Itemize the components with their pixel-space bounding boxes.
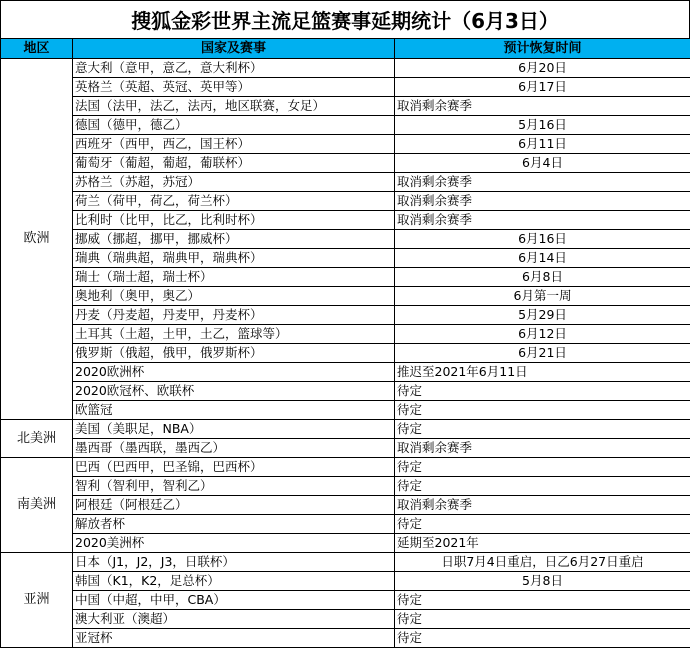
resume-time-cell: 待定 (395, 591, 690, 610)
table-row (1, 382, 690, 401)
resume-time-cell: 6月12日 (395, 325, 690, 344)
region-cell: 南美洲 (1, 458, 73, 553)
table-row (1, 553, 690, 572)
resume-time-cell: 待定 (395, 401, 690, 420)
table-row (1, 458, 690, 477)
league-cell: 土耳其（土超，土甲，土乙，篮球等） (73, 325, 395, 344)
table-row (1, 116, 690, 135)
table-row (1, 306, 690, 325)
resume-time-cell: 5月16日 (395, 116, 690, 135)
table-row (1, 59, 690, 78)
table-row (1, 249, 690, 268)
resume-time-cell: 5月29日 (395, 306, 690, 325)
league-cell: 丹麦（丹麦超，丹麦甲，丹麦杯） (73, 306, 395, 325)
header-region: 地区 (1, 39, 73, 59)
table-row (1, 97, 690, 116)
table-row (1, 287, 690, 306)
table-row (1, 534, 690, 553)
table-row (1, 344, 690, 363)
resume-time-cell: 取消剩余赛季 (395, 496, 690, 515)
league-cell: 法国（法甲，法乙，法丙，地区联赛，女足） (73, 97, 395, 116)
resume-time-cell: 日职7月4日重启，日乙6月27日重启 (395, 553, 690, 572)
resume-time-cell: 推迟至2021年6月11日 (395, 363, 690, 382)
league-cell: 阿根廷（阿根廷乙） (73, 496, 395, 515)
league-cell: 西班牙（西甲，西乙，国王杯） (73, 135, 395, 154)
table-row (1, 629, 690, 648)
league-cell: 解放者杯 (73, 515, 395, 534)
resume-time-cell: 待定 (395, 515, 690, 534)
resume-time-cell: 取消剩余赛季 (395, 211, 690, 230)
table-row (1, 211, 690, 230)
league-cell: 挪威（挪超，挪甲，挪威杯） (73, 230, 395, 249)
region-cell: 亚洲 (1, 553, 73, 648)
league-cell: 葡萄牙（葡超，葡超，葡联杯） (73, 154, 395, 173)
table-row (1, 496, 690, 515)
table-row (1, 420, 690, 439)
resume-time-cell: 取消剩余赛季 (395, 439, 690, 458)
resume-time-cell: 6月4日 (395, 154, 690, 173)
resume-time-cell: 待定 (395, 420, 690, 439)
league-cell: 中国（中超，中甲，CBA） (73, 591, 395, 610)
league-cell: 瑞典（瑞典超，瑞典甲，瑞典杯） (73, 249, 395, 268)
league-cell: 比利时（比甲，比乙，比利时杯） (73, 211, 395, 230)
resume-time-cell: 6月17日 (395, 78, 690, 97)
league-cell: 2020美洲杯 (73, 534, 395, 553)
league-cell: 澳大利亚（澳超） (73, 610, 395, 629)
league-cell: 亚冠杯 (73, 629, 395, 648)
table-header-row (1, 39, 690, 59)
resume-time-cell: 待定 (395, 382, 690, 401)
league-cell: 2020欧冠杯、欧联杯 (73, 382, 395, 401)
table-row (1, 591, 690, 610)
resume-time-cell: 6月8日 (395, 268, 690, 287)
league-cell: 韩国（K1，K2，足总杯） (73, 572, 395, 591)
league-cell: 俄罗斯（俄超，俄甲，俄罗斯杯） (73, 344, 395, 363)
resume-time-cell: 6月16日 (395, 230, 690, 249)
table-row (1, 515, 690, 534)
table-row (1, 572, 690, 591)
league-cell: 2020欧洲杯 (73, 363, 395, 382)
table-row (1, 439, 690, 458)
resume-time-cell: 6月第一周 (395, 287, 690, 306)
resume-time-cell: 6月11日 (395, 135, 690, 154)
league-cell: 英格兰（英超、英冠、英甲等） (73, 78, 395, 97)
table-row (1, 610, 690, 629)
table-row (1, 230, 690, 249)
page-title: 搜狐金彩世界主流足篮赛事延期统计（6月3日） (0, 0, 690, 38)
league-cell: 荷兰（荷甲，荷乙，荷兰杯） (73, 192, 395, 211)
table-row (1, 192, 690, 211)
table-row (1, 401, 690, 420)
resume-time-cell: 6月20日 (395, 59, 690, 78)
table-row (1, 363, 690, 382)
resume-time-cell: 5月8日 (395, 572, 690, 591)
league-cell: 日本（J1，J2，J3，日联杯） (73, 553, 395, 572)
league-cell: 巴西（巴西甲，巴圣锦，巴西杯） (73, 458, 395, 477)
league-cell: 智利（智利甲，智利乙） (73, 477, 395, 496)
table-row (1, 78, 690, 97)
table-row (1, 154, 690, 173)
delay-table (0, 38, 690, 648)
resume-time-cell: 6月14日 (395, 249, 690, 268)
league-cell: 苏格兰（苏超，苏冠） (73, 173, 395, 192)
league-cell: 欧篮冠 (73, 401, 395, 420)
header-league: 国家及赛事 (73, 39, 395, 59)
header-resume-time: 预计恢复时间 (395, 39, 690, 59)
league-cell: 美国（美职足，NBA） (73, 420, 395, 439)
region-cell: 欧洲 (1, 59, 73, 420)
league-cell: 墨西哥（墨西联，墨西乙） (73, 439, 395, 458)
table-row (1, 477, 690, 496)
table-row (1, 173, 690, 192)
resume-time-cell: 取消剩余赛季 (395, 192, 690, 211)
league-cell: 瑞士（瑞士超，瑞士杯） (73, 268, 395, 287)
resume-time-cell: 取消剩余赛季 (395, 97, 690, 116)
table-row (1, 268, 690, 287)
league-cell: 意大利（意甲，意乙，意大利杯） (73, 59, 395, 78)
table-row (1, 325, 690, 344)
table-row (1, 135, 690, 154)
region-cell: 北美洲 (1, 420, 73, 458)
table-body (1, 59, 690, 648)
resume-time-cell: 待定 (395, 610, 690, 629)
resume-time-cell: 取消剩余赛季 (395, 173, 690, 192)
league-cell: 奥地利（奥甲，奥乙） (73, 287, 395, 306)
resume-time-cell: 6月21日 (395, 344, 690, 363)
resume-time-cell: 待定 (395, 477, 690, 496)
league-cell: 德国（德甲，德乙） (73, 116, 395, 135)
resume-time-cell: 延期至2021年 (395, 534, 690, 553)
resume-time-cell: 待定 (395, 458, 690, 477)
resume-time-cell: 待定 (395, 629, 690, 648)
